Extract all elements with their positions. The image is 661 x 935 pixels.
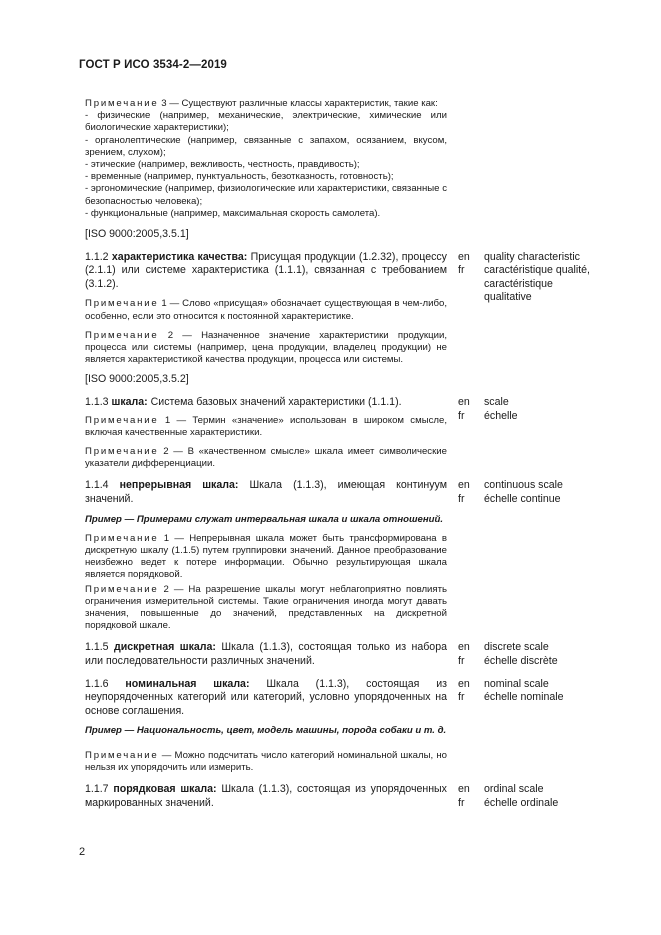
reference: [ISO 9000:2005,3.5.2] (85, 373, 189, 386)
term-entry-1-1-4 (85, 479, 625, 632)
term-translations: en continuous scale fr échelle continue (458, 479, 563, 506)
term-entry-1-1-3 (85, 396, 625, 470)
term-name: шкала: (111, 396, 148, 409)
term-translations: en nominal scale fr échelle nominale (458, 677, 564, 704)
term-definition: 1.1.6 номинальная шкала: Шкала (1.1.3), состоящая из неупорядоченных категорий или категорий, условно упорядоченных на основе соглашения. (85, 677, 447, 717)
note-list-item: - эргономические (например, физиологические или характеристики, связанные с безопасностью человека); (85, 183, 447, 207)
note: Примечание 2 — В «качественном смысле» шкала имеет символические указатели дифференциации. (85, 446, 447, 470)
document-header: ГОСТ Р ИСО 3534-2—2019 (79, 59, 227, 71)
note-list-item: - функциональные (например, максимальная скорость самолета). (85, 207, 381, 219)
example: Пример — Примерами служат интервальная шкала и шкала отношений. (85, 513, 444, 525)
note: Примечание 1 — Слово «присущая» обозначает существующая в чем-либо, особенно, если это относится к постоянной характеристике. (85, 298, 447, 322)
note-list-item: - этические (например, вежливость, честность, правдивость); (85, 159, 360, 171)
note: Примечание 1 — Непрерывная шкала может быть трансформирована в дискретную шкалу (1.1.5) путем группировки значений. Данное преобразование неизбежно ведет к потере информации. Обычно результирующая шкала является порядковой. (85, 532, 447, 581)
note-text: 3 — Существуют различные классы характеристик, такие как: (158, 98, 438, 109)
reference: [ISO 9000:2005,3.5.1] (85, 228, 189, 241)
term-definition: 1.1.4 непрерывная шкала: Шкала (1.1.3), имеющая континуум значений. (85, 479, 447, 506)
page-number: 2 (79, 846, 86, 858)
term-name: характеристика качества: (111, 250, 248, 263)
term-definition: 1.1.2 характеристика качества: Присущая продукции (1.2.32), процессу (2.1.1) или системе характеристика (1.1.1), связанная с требованием (3.1.2). (85, 250, 447, 290)
note: Примечание 2 — Назначенное значение характеристики продукции, процесса или системы (например, цена продукции, владелец продукции) не является характеристикой качества продукции, процесса или системы. (85, 329, 447, 366)
term-entry-1-1-7 (85, 783, 625, 810)
term-entry-1-1-5 (85, 641, 625, 668)
term-name: дискретная шкала: (114, 641, 216, 654)
note: Примечание 2 — На разрешение шкалы могут неблагоприятно повлиять ограничения измерительной системы. Такие ограничения иногда могут давать значения, повышенные до значений, представленных на дискретной порядковой шкале. (85, 583, 447, 632)
term-definition: 1.1.5 дискретная шкала: Шкала (1.1.3), состоящая только из набора или последовательности различных значений. (85, 641, 447, 668)
note: Примечание 1 — Термин «значение» использован в широком смысле, включая качественные характеристики. (85, 414, 447, 438)
term-entry-1-1-6 (85, 678, 625, 774)
term-definition: 1.1.7 порядковая шкала: Шкала (1.1.3), состоящая из упорядоченных маркированных значений. (85, 783, 447, 809)
term-translations: en scale fr échelle (458, 396, 518, 422)
document-content (85, 98, 625, 810)
note-list-item: - органолептические (например, связанные с запахом, осязанием, вкусом, зрением, слухом); (85, 134, 447, 158)
example: Пример — Национальность, цвет, модель машины, порода собаки и т. д. (85, 725, 447, 737)
term-entry-1-1-2 (85, 251, 625, 387)
term-definition: 1.1.3 шкала: Система базовых значений характеристики (1.1.1). (85, 396, 402, 409)
term-translations: en quality characteristic fr caractéristique qualité, caractéristique qualitative (458, 250, 590, 304)
note-3-block (85, 98, 625, 242)
term-name: номинальная шкала: (125, 677, 250, 690)
term-name: порядковая шкала: (113, 783, 217, 796)
term-translations: en ordinal scale fr échelle ordinale (458, 783, 559, 809)
note-list-item: - физические (например, механические, электрические, химические или биологические характеристики); (85, 110, 447, 134)
term-name: непрерывная шкала: (119, 479, 239, 492)
note-label: Примечание (85, 98, 159, 109)
note-list-item: - временные (например, пунктуальность, безотказность, готовность); (85, 171, 394, 183)
term-translations: en discrete scale fr échelle discrète (458, 641, 558, 668)
note: Примечание — Можно подсчитать число категорий номинальной шкалы, но нельзя их упорядочить или измерить. (85, 749, 447, 773)
